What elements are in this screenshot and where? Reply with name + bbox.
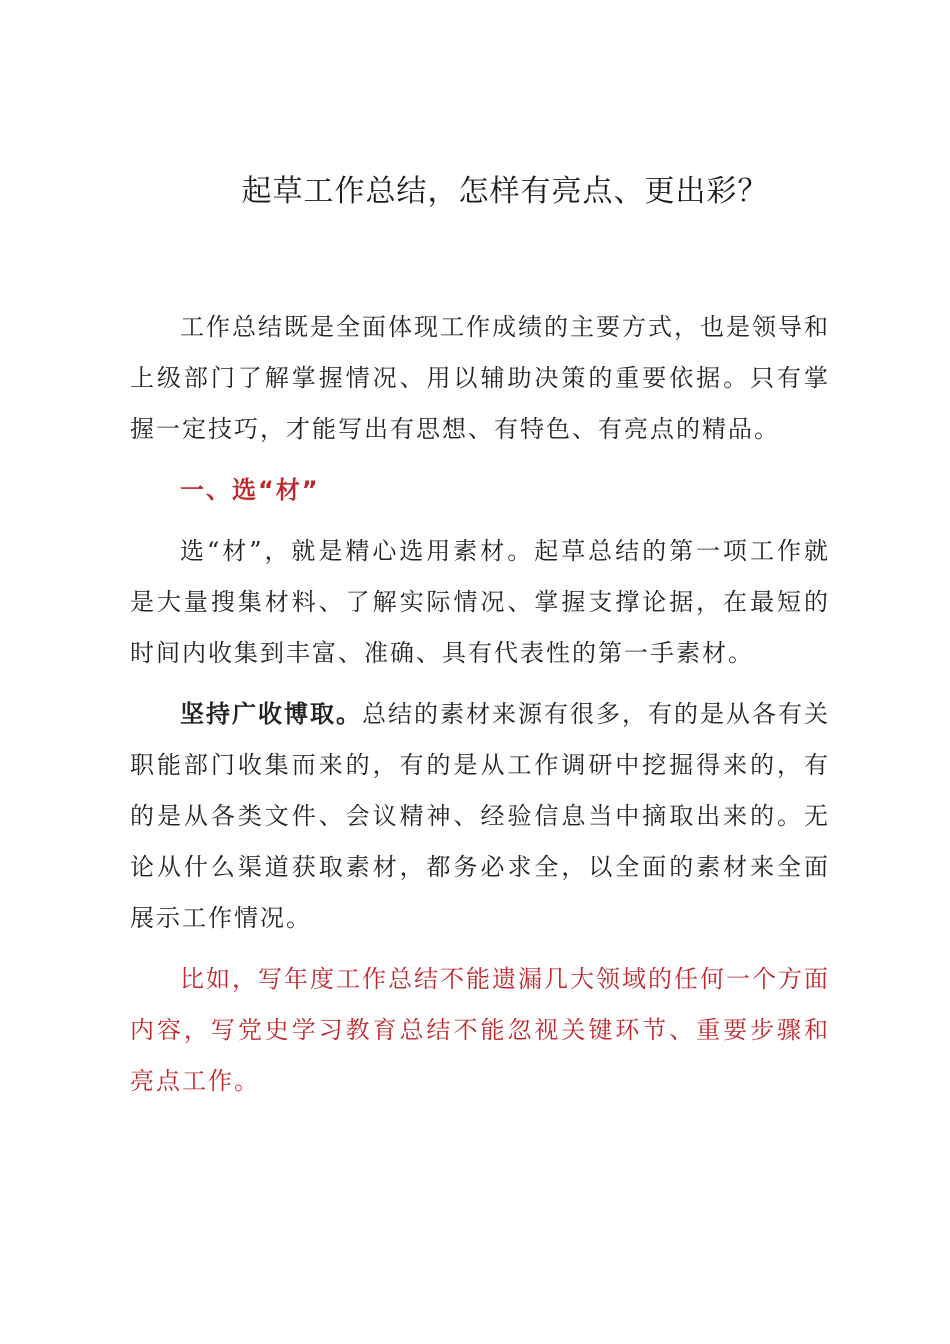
document-title: 起草工作总结，怎样有亮点、更出彩？ (241, 174, 769, 209)
point-text: 总结的素材来源有很多，有的是从各有关职能部门收集而来的，有的是从工作调研中挖掘得来的，有的是从各类文件、会议精神、经验信息当中摘取出来的。无论从什么渠道获取素材，都务必求全，以全面的素材来全面展示工作情况。 (130, 700, 830, 932)
section-heading: 一、选“材” (180, 476, 320, 504)
intro-paragraph: 工作总结既是全面体现工作成绩的主要方式，也是领导和上级部门了解掌握情况、用以辅助决策的重要依据。只有掌握一定技巧，才能写出有思想、有特色、有亮点的精品。 (130, 313, 830, 443)
example-paragraph: 比如，写年度工作总结不能遗漏几大领域的任何一个方面内容，写党史学习教育总结不能忽视关键环节、重要步骤和亮点工作。 (130, 965, 830, 1095)
point-lead: 坚持广收博取。 (180, 700, 362, 728)
document-body (130, 302, 830, 1117)
section-paragraph: 选“材”，就是精心选用素材。起草总结的第一项工作就是大量搜集材料、了解实际情况、掌握支撑论据，在最短的时间内收集到丰富、准确、具有代表性的第一手素材。 (130, 537, 830, 667)
point-paragraph (130, 689, 830, 944)
